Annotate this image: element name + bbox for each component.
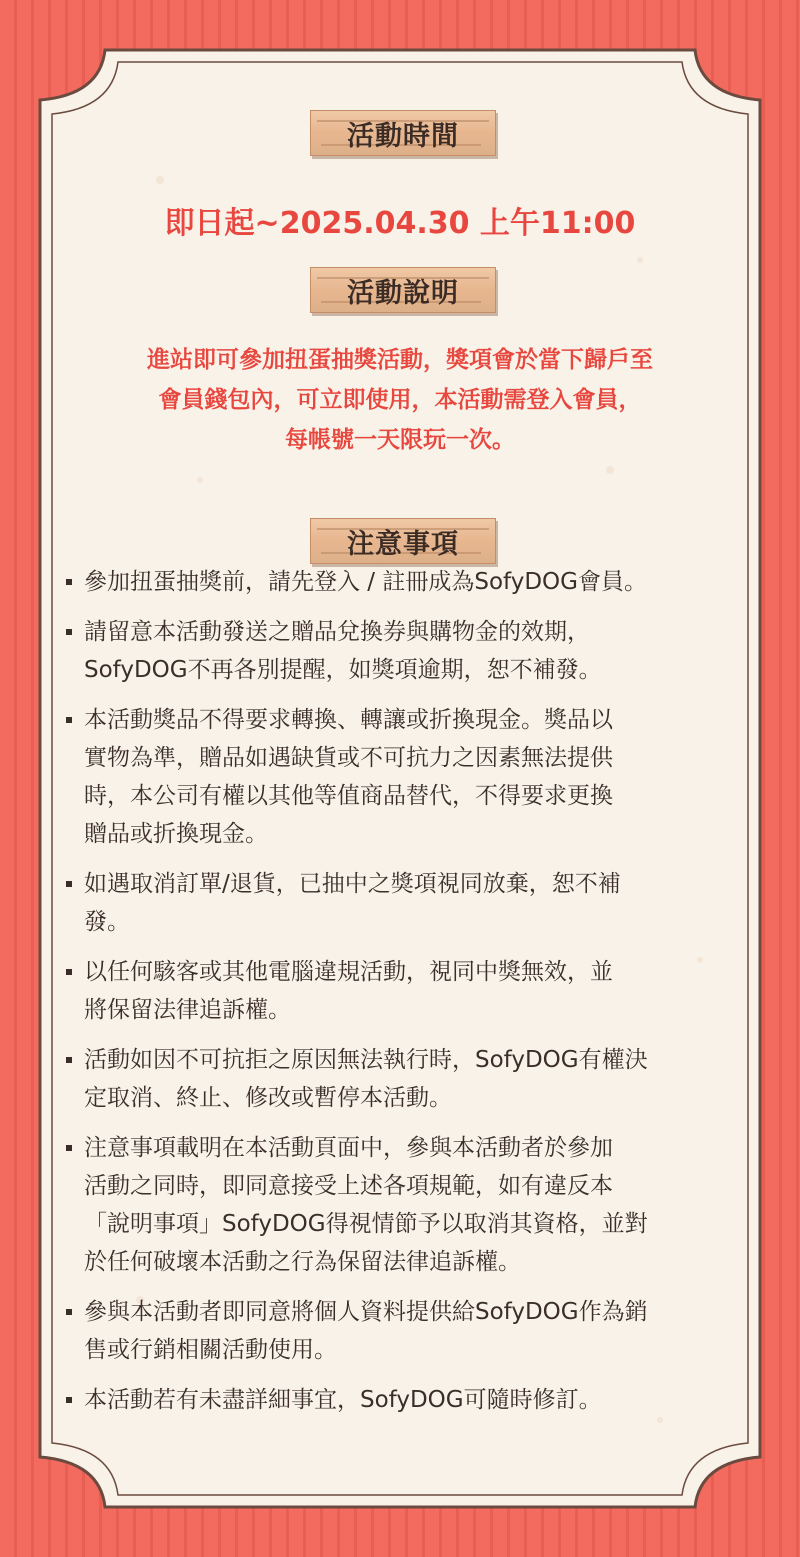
note-line: 定取消、終止、修改或暫停本活動。 <box>84 1085 452 1111</box>
note-line: 贈品或折換現金。 <box>84 821 268 847</box>
section-title-notes-text: 注意事項 <box>347 528 459 560</box>
note-item <box>66 1129 756 1281</box>
note-line: 實物為準，贈品如遇缺貨或不可抗力之因素無法提供 <box>84 745 613 771</box>
section-title-notes <box>310 518 496 564</box>
bullet-icon <box>66 1145 72 1151</box>
note-item <box>66 563 756 601</box>
note-line: SofyDOG不再各別提醒，如獎項逾期，恕不補發。 <box>84 657 602 683</box>
note-line: 售或行銷相關活動使用。 <box>84 1337 337 1363</box>
note-line: 本活動若有未盡詳細事宜，SofyDOG可隨時修訂。 <box>84 1387 602 1413</box>
note-line: 請留意本活動發送之贈品兌換券與購物金的效期， <box>84 619 590 645</box>
bullet-icon <box>66 1309 72 1315</box>
event-description <box>60 340 740 460</box>
description-line: 會員錢包內，可立即使用，本活動需登入會員， <box>158 387 642 413</box>
note-item <box>66 865 756 941</box>
note-item <box>66 613 756 689</box>
bullet-icon <box>66 1397 72 1403</box>
note-item <box>66 1381 756 1419</box>
note-line: 時，本公司有權以其他等值商品替代，不得要求更換 <box>84 783 613 809</box>
note-line: 活動之同時，即同意接受上述各項規範，如有違反本 <box>84 1173 613 1199</box>
note-line: 「說明事項」SofyDOG得視情節予以取消其資格，並對 <box>84 1211 648 1237</box>
bullet-icon <box>66 717 72 723</box>
note-line: 將保留法律追訴權。 <box>84 997 291 1023</box>
note-line: 參加扭蛋抽獎前，請先登入 / 註冊成為SofyDOG會員。 <box>84 569 647 595</box>
note-item <box>66 953 756 1029</box>
section-title-time <box>310 110 496 156</box>
section-title-time-text: 活動時間 <box>347 120 459 152</box>
bullet-icon <box>66 579 72 585</box>
note-line: 於任何破壞本活動之行為保留法律追訴權。 <box>84 1249 521 1275</box>
note-item <box>66 1293 756 1369</box>
bullet-icon <box>66 969 72 975</box>
note-line: 參與本活動者即同意將個人資料提供給SofyDOG作為銷 <box>84 1299 648 1325</box>
bullet-icon <box>66 629 72 635</box>
section-title-description <box>310 267 496 313</box>
event-period: 即日起~2025.04.30 上午11:00 <box>164 206 636 241</box>
note-line: 發。 <box>84 909 130 935</box>
description-line: 每帳號一天限玩一次。 <box>285 427 515 453</box>
note-line: 如遇取消訂單/退貨，已抽中之獎項視同放棄，恕不補 <box>84 871 621 897</box>
bullet-icon <box>66 881 72 887</box>
section-title-description-text: 活動說明 <box>347 277 459 309</box>
note-line: 以任何駭客或其他電腦違規活動，視同中獎無效，並 <box>84 959 613 985</box>
description-line: 進站即可參加扭蛋抽獎活動，獎項會於當下歸戶至 <box>147 347 653 373</box>
note-item <box>66 1041 756 1117</box>
notes-list <box>66 563 756 1431</box>
note-item <box>66 701 756 853</box>
note-line: 本活動獎品不得要求轉換、轉讓或折換現金。獎品以 <box>84 707 613 733</box>
bullet-icon <box>66 1057 72 1063</box>
note-line: 注意事項載明在本活動頁面中，參與本活動者於參加 <box>84 1135 613 1161</box>
note-line: 活動如因不可抗拒之原因無法執行時，SofyDOG有權決 <box>84 1047 648 1073</box>
